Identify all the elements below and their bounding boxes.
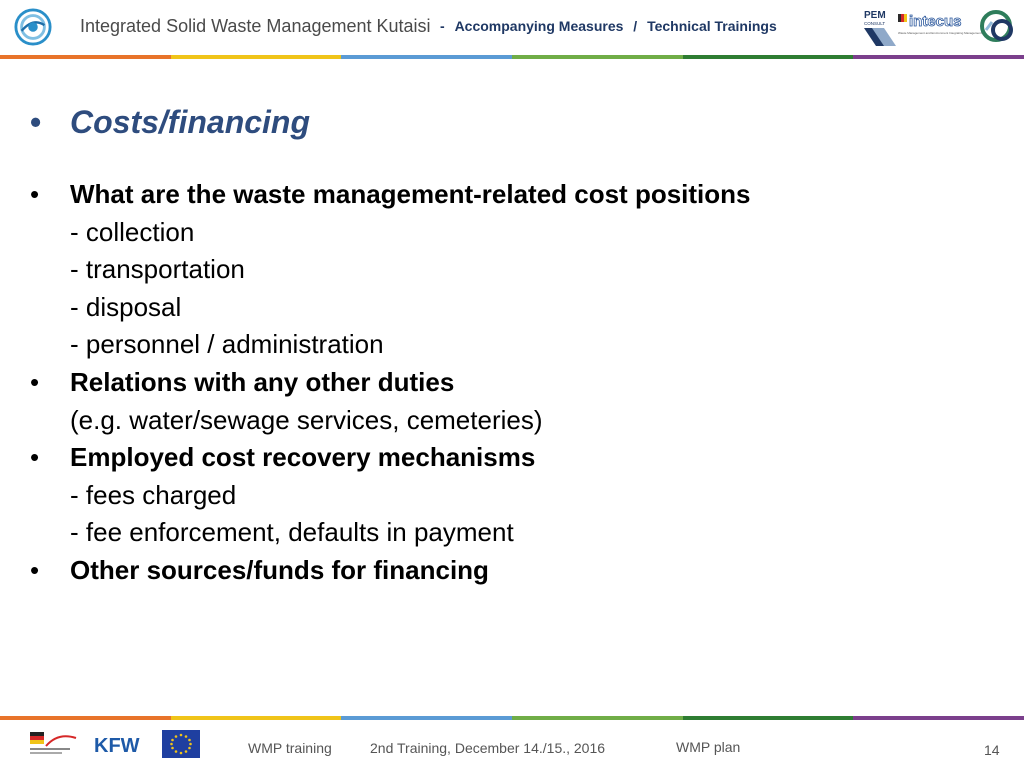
list-item-cost-recovery: [30, 439, 990, 552]
breadcrumb-item-technical-trainings: Technical Trainings: [647, 18, 777, 34]
list-subitem: - personnel / administration: [70, 329, 384, 360]
pem-logo-subtext: CONSULT: [864, 21, 886, 26]
intecus-logo-text: intecus: [909, 13, 962, 30]
list-subitem: (e.g. water/sewage services, cemeteries): [70, 404, 543, 435]
breadcrumb-separator: /: [633, 18, 638, 34]
list-subitem: - fee enforcement, defaults in payment: [70, 517, 514, 548]
list-bullet: •: [30, 366, 40, 397]
list-subitem: - disposal: [70, 291, 182, 322]
header-title: Integrated Solid Waste Management Kutaisi: [80, 16, 431, 36]
partner-logos: [862, 6, 1014, 50]
list-bullet: •: [30, 554, 40, 585]
heading-bullet: •: [30, 104, 42, 140]
kfw-logo-icon: [92, 732, 152, 756]
footer-label-wmp-plan: WMP plan: [676, 739, 741, 755]
list-item-other-duties: [30, 364, 990, 439]
slide-header: [0, 0, 1024, 56]
list-item-heading: Employed cost recovery mechanisms: [70, 442, 536, 473]
gg-logo-icon: [982, 12, 1011, 40]
list-item-heading: What are the waste management-related cost positions: [70, 179, 751, 209]
kfw-logo-text: KFW: [94, 735, 140, 756]
german-cooperation-logo-icon: [28, 728, 80, 760]
list-item-heading: Other sources/funds for financing: [70, 554, 489, 585]
header-color-bar: [0, 55, 1024, 59]
list-bullet: •: [30, 442, 40, 473]
heading-text: Costs/financing: [70, 104, 311, 140]
pem-consult-logo-icon: [864, 10, 896, 46]
pem-logo-text: PEM: [864, 10, 886, 21]
list-subitem: - collection: [70, 216, 195, 247]
slide-content: [30, 176, 990, 590]
breadcrumb-prefix: -: [440, 18, 445, 34]
list-bullet: •: [30, 179, 40, 209]
breadcrumb-item-accompanying-measures: Accompanying Measures: [454, 18, 624, 34]
eu-flag-icon: [162, 730, 200, 758]
intecus-logo-subtext: Waste Management and Environment Integrating Management: [898, 31, 982, 35]
intecus-logo-icon: [898, 13, 982, 35]
page-number: 14: [984, 742, 1000, 758]
iswm-kutaisi-logo-icon: [14, 8, 52, 46]
footer-label-training-date: 2nd Training, December 14./15., 2016: [370, 740, 606, 756]
list-subitem: - fees charged: [70, 479, 237, 510]
list-subitem: - transportation: [70, 254, 245, 285]
slide-footer: [0, 720, 1024, 768]
list-item-heading: Relations with any other duties: [70, 366, 455, 397]
list-item-other-funds: [30, 552, 990, 590]
section-heading: [30, 104, 310, 141]
list-item-cost-positions: [30, 176, 990, 364]
footer-label-wmp-training: WMP training: [248, 740, 332, 756]
breadcrumb: [440, 18, 777, 34]
